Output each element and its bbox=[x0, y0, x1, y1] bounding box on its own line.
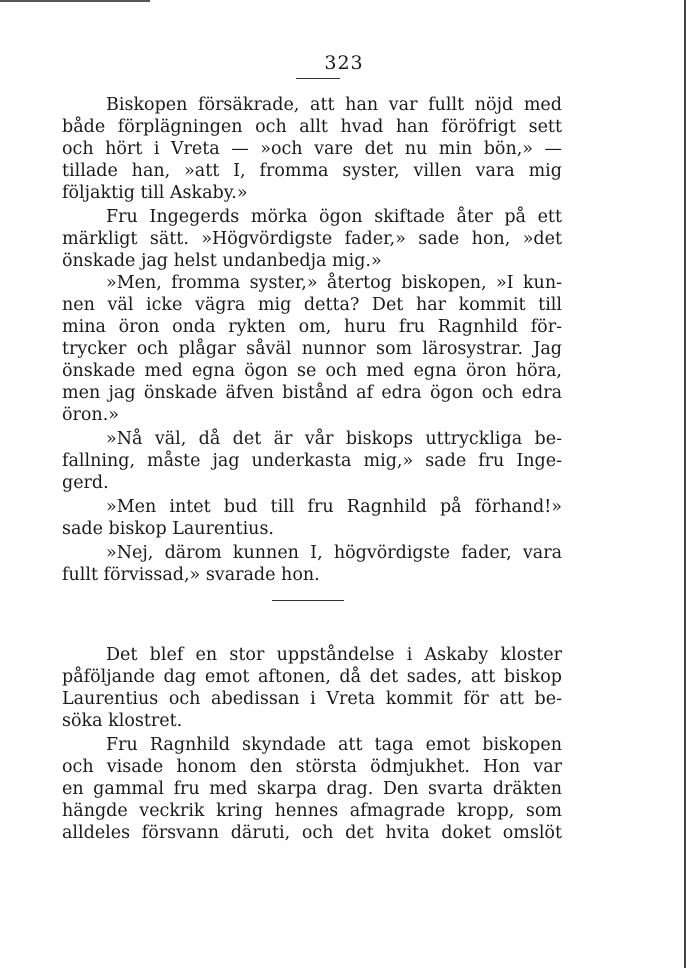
page-number-underline bbox=[296, 78, 340, 79]
text-line: »Nå väl, då det är vår biskops uttryckliga be- bbox=[106, 429, 562, 449]
text-line: nen väl icke vägra mig detta? Det har kommit till bbox=[62, 295, 562, 315]
text-line: Laurentius och abedissan i Vreta kommit för att be- bbox=[62, 689, 562, 709]
text-line: fallning, måste jag underkasta mig,» sade fru Inge- bbox=[62, 451, 562, 471]
text-line: och hört i Vreta — »och vare det nu min bön,» — bbox=[62, 139, 562, 159]
text-line: öron.» bbox=[62, 405, 119, 425]
text-line: trycker och plågar såväl nunnor som lärosystrar. Jag bbox=[62, 339, 562, 359]
text-line: »Nej, därom kunnen I, högvördigste fader, vara bbox=[106, 543, 562, 563]
text-line: Fru Ragnhild skyndade att taga emot biskopen bbox=[106, 735, 562, 755]
text-line: påföljande dag emot aftonen, då det sades, att biskop bbox=[62, 667, 562, 687]
text-line: fullt förvissad,» svarade hon. bbox=[62, 565, 320, 585]
text-line: både förplägningen och allt hvad han föröfrigt sett bbox=[62, 117, 562, 137]
text-line: en gammal fru med skarpa drag. Den svarta dräkten bbox=[62, 779, 562, 799]
text-line: följaktig till Askaby.» bbox=[62, 183, 248, 203]
text-line: men jag önskade äfven bistånd af edra ögon och edra bbox=[62, 383, 562, 403]
text-line: söka klostret. bbox=[62, 711, 183, 731]
scan-edge-right bbox=[684, 0, 686, 968]
text-line: önskade med egna ögon se och med egna öron höra, bbox=[62, 361, 562, 381]
text-line: mina öron onda rykten om, huru fru Ragnhild för- bbox=[62, 317, 562, 337]
page-number: 323 bbox=[324, 52, 364, 74]
text-line: »Men intet bud till fru Ragnhild på förhand!» bbox=[106, 497, 562, 517]
text-line: »Men, fromma syster,» återtog biskopen, »I kun- bbox=[106, 273, 562, 293]
text-line: Det blef en stor uppståndelse i Askaby kloster bbox=[106, 645, 562, 665]
text-line: Fru Ingegerds mörka ögon skiftade åter på ett bbox=[106, 207, 562, 227]
text-line: och visade honom den största ödmjukhet. Hon var bbox=[62, 757, 562, 777]
text-line: alldeles försvann däruti, och det hvita doket omslöt bbox=[62, 823, 562, 843]
scan-edge-top bbox=[0, 0, 150, 2]
text-line: sade biskop Laurentius. bbox=[62, 519, 274, 539]
text-line: hängde veckrik kring hennes afmagrade kropp, som bbox=[62, 801, 562, 821]
section-divider bbox=[272, 600, 344, 601]
text-line: gerd. bbox=[62, 473, 109, 493]
text-line: Biskopen försäkrade, att han var fullt nöjd med bbox=[106, 95, 562, 115]
text-line: tillade han, »att I, fromma syster, villen vara mig bbox=[62, 161, 562, 181]
text-line: märkligt sätt. »Högvördigste fader,» sade hon, »det bbox=[62, 229, 562, 249]
text-line: önskade jag helst undanbedja mig.» bbox=[62, 251, 382, 271]
